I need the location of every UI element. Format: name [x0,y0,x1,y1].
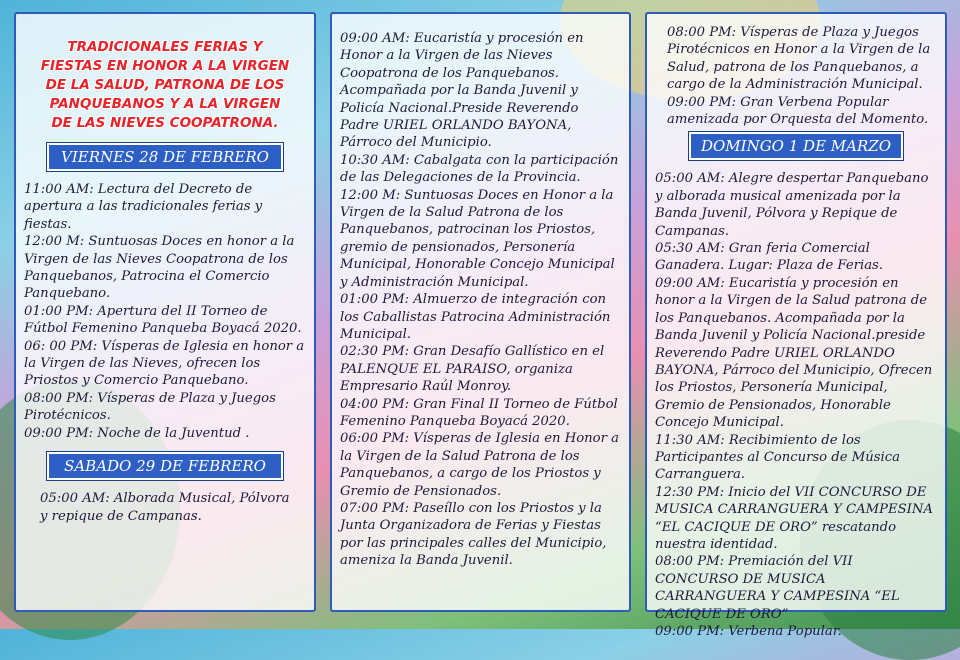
program-title: TRADICIONALES FERIAS Y FIESTAS EN HONOR A LA VIRGEN DE LA SALUD, PATRONA DE LOS PANQUEBANOS Y A LA VIRGEN DE LAS NIEVES COOPATRONA. [40,39,290,131]
schedule-entry: 12:00 M: Suntuosas Doces en honor a la Virgen de las Nieves Coopatrona de los Panquebanos, Patrocina el Comercio Panquebano. [24,234,295,302]
schedule-entry: 10:30 AM: Cabalgata con la participación de las Delegaciones de la Provincia. [340,152,619,186]
schedule-entry: 09:00 PM: Noche de la Juventud . [24,425,250,441]
schedule-entry: 08:00 PM: Vísperas de Plaza y Juegos Pirotécnicos en Honor a la Virgen de la Salud, patrona de los Panquebanos, a cargo de la Administración Municipal. [667,25,931,93]
day-heading-friday: VIERNES 28 DE FEBRERO [47,143,283,171]
schedule-entry: 06: 00 PM: Vísperas de Iglesia en honor a la Virgen de las Nieves, ofrecen los Priostos y Comercio Panquebano. [24,338,305,389]
schedule-entry: 04:00 PM: Gran Final II Torneo de Fútbol Femenino Panqueba Boyacá 2020. [340,396,618,429]
schedule-entry: 07:00 PM: Paseíllo con los Priostos y la Junta Organizadora de Ferias y Fiestas por las principales calles del Municipio, ameniza la Banda Juvenil. [340,500,607,569]
schedule-entry: 05:00 AM: Alborada Musical, Pólvora y repique de Campanas. [40,491,290,524]
schedule-entry: 05:30 AM: Gran feria Comercial Ganadera. Lugar: Plaza de Ferias. [655,241,884,274]
schedule-entry: 09:00 AM: Eucaristía y procesión en Honor a la Virgen de las Nieves Coopatrona de los Panquebanos. Acompañada por la Banda Juvenil y Policía Nacional.Preside Reverendo Padre URIEL ORLANDO BAYONA, Párroco del Municipio. [340,31,584,151]
program-column-3 [645,12,947,639]
schedule-entry: 06:00 PM: Vísperas de Iglesia en Honor a la Virgen de la Salud Patrona de los Panquebanos, a cargo de los Priostos y Gremio de Pensionados. [340,431,619,499]
day-heading-sunday: DOMINGO 1 DE MARZO [689,132,903,160]
schedule-entry: 09:00 PM: Gran Verbena Popular amenizada por Orquesta del Momento. [667,94,929,128]
schedule-entry: 12:30 PM: Inicio del VII CONCURSO DE MUSICA CARRANGUERA Y CAMPESINA “EL CACIQUE DE ORO” rescatando nuestra identidad. [655,484,933,552]
schedule-entry: 12:00 M: Suntuosas Doces en Honor a la Virgen de la Salud Patrona de los Panquebanos, patrocinan los Priostos, gremio de pensionados, Personería Municipal, Honorable Concejo Municipal y Administración Municipal. [340,187,615,290]
schedule-entry: 08:00 PM: Vísperas de Plaza y Juegos Pirotécnicos. [24,390,276,424]
schedule-entry: 11:00 AM: Lectura del Decreto de apertura a las tradicionales ferias y fiestas. [24,182,263,232]
schedule-entry: 05:00 AM: Alegre despertar Panquebano y alborada musical amenizada por la Banda Juvenil, Pólvora y Repique de Campanas. [655,171,929,239]
schedule-entry: 01:00 PM: Apertura del II Torneo de Fútbol Femenino Panqueba Boyacá 2020. [24,303,302,337]
program-column-2 [330,12,631,612]
program-column-1 [14,12,316,612]
schedule-entry: 09:00 PM: Verbena Popular. [655,624,842,639]
schedule-entry: 08:00 PM: Premiación del VII CONCURSO DE MUSICA CARRANGUERA Y CAMPESINA “EL CACIQUE DE ORO” [655,554,900,622]
schedule-entry: 11:30 AM: Recibimiento de los Participantes al Concurso de Música Carranguera. [655,432,900,483]
schedule-entry: 01:00 PM: Almuerzo de integración con los Caballistas Patrocina Administración Municipal. [340,292,611,342]
schedule-entry: 02:30 PM: Gran Desafío Gallístico en el PALENQUE EL PARAISO, organiza Empresario Raúl Monroy. [340,344,605,395]
schedule-entry: 09:00 AM: Eucaristía y procesión en honor a la Virgen de la Salud patrona de los Panquebanos. Acompañada por la Banda Juvenil y Policía Nacional.preside Reverendo Padre URIEL ORLANDO BAYONA, Párroco del Municipio, Ofrecen los Priostos, Personería Municipal, Gremio de Pensionados, Honorable Concejo Municipal. [655,275,933,431]
day-heading-saturday: SABADO 29 DE FEBRERO [47,452,283,480]
